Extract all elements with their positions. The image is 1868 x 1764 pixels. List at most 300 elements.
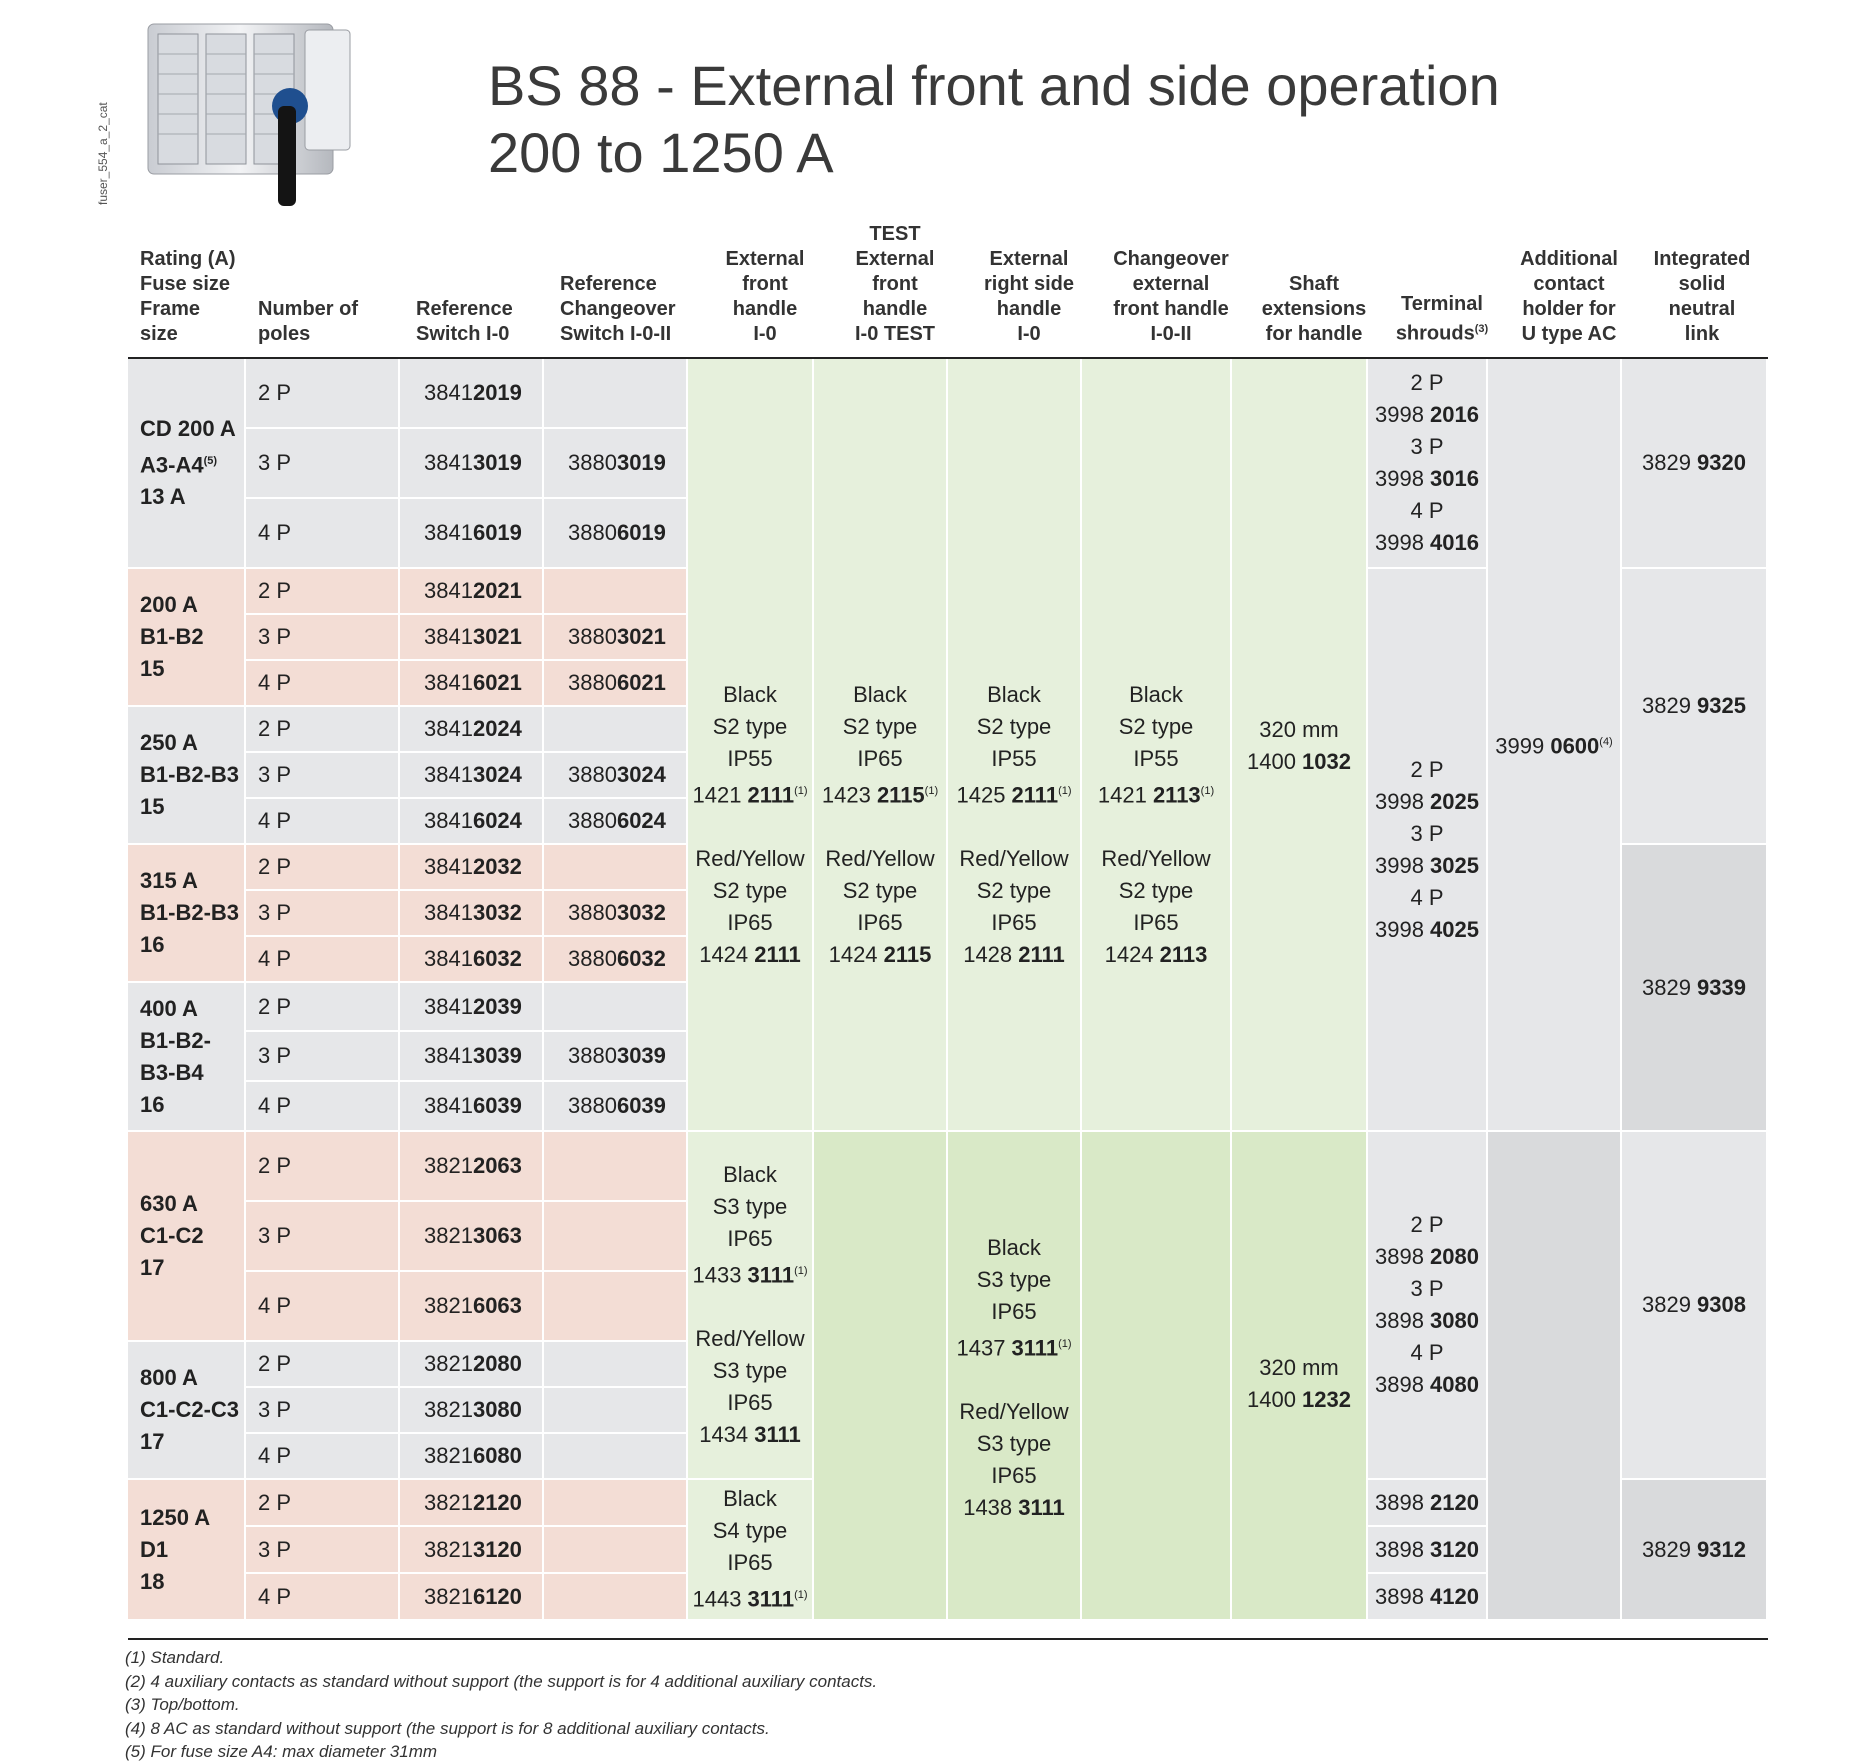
cell-text [956,1232,1071,1524]
ref-suffix: 3080 [472,1397,522,1422]
ref-suffix: 6032 [616,946,666,971]
shrouds-cell-a [1368,359,1488,569]
cell-line: S3 type [976,1267,1052,1292]
cell-line: 4 P [1410,884,1444,910]
rating-cell [128,1132,246,1342]
reference-switch-cell [400,1032,544,1082]
rating-cell [128,707,246,845]
ref-prefix: 3821 [424,1153,473,1178]
reference-switch-cell [400,707,544,753]
cell-line: 1437 3111$^{(1)}$ [956,1335,1072,1361]
cell-line: Red/Yellow [959,846,1069,872]
cell-line: S2 type [712,714,788,739]
cell-line: 3898 3120 [1374,1536,1479,1562]
ref-suffix: 3032 [616,900,666,925]
rating-cell [128,359,246,569]
header-changeover-external-front-handle: Changeover external front handle I-0-II [1113,248,1229,345]
cell-line: S2 type [842,714,918,739]
ref-suffix: 6019 [472,520,522,545]
ref-suffix: 2080 [472,1351,522,1376]
cell-line [1098,811,1214,843]
rating-cell [128,845,246,983]
rating-text: CD 200 A A3-A4$^{(5)}$ 13 A [140,415,236,510]
cell-line: S3 type [712,1193,788,1219]
handle-cell-test-empty [814,1132,948,1621]
cell-text [1375,367,1479,559]
ref-prefix: 3821 [424,1293,473,1318]
cell-line: 1400 1232 [1246,1387,1351,1412]
cell-line: S2 type [712,878,788,904]
reference-changeover-cell [544,359,688,429]
reference-changeover-cell [544,1272,688,1342]
poles-cell: 3 P [246,1032,400,1082]
neutral-link-cell-d [1622,1132,1768,1480]
cell-line: S4 type [712,1518,788,1544]
poles-cell: 3 P [246,1202,400,1272]
cell-line: Red/Yellow [825,846,935,872]
cell-line: 3829 9325 [1641,693,1746,718]
ref-prefix: 3841 [424,900,473,925]
neutral-link-cell-c [1622,845,1768,1132]
ref-suffix: 6019 [616,520,666,545]
ref-prefix: 3821 [424,1536,473,1562]
ref-suffix: 6021 [472,670,522,695]
header-reference-switch: Reference Switch I-0 [416,298,513,345]
cell-line: S2 type [1118,878,1194,904]
shrouds-cell-d3 [1368,1574,1488,1621]
title-line-1: BS 88 - External front and side operation [488,54,1500,117]
reference-switch-cell [400,569,544,615]
cell-line: 3898 4120 [1374,1583,1479,1609]
reference-switch-cell [400,937,544,983]
cell-line: IP55 [991,746,1037,771]
poles-cell: 3 P [246,615,400,661]
handle-cell-test_front [814,359,948,1132]
ref-prefix: 3880 [568,670,617,695]
reference-switch-cell [400,1388,544,1434]
cell-line: 3829 9308 [1641,1292,1746,1317]
cell-line: IP65 [727,1550,773,1576]
poles-cell: 2 P [246,707,400,753]
ref-prefix: 3880 [568,808,617,833]
ref-suffix: 6021 [616,670,666,695]
cell-text [692,679,807,971]
ref-suffix: 2120 [472,1489,522,1515]
reference-switch-cell [400,661,544,707]
cell-line: 3999 0600$^{(4)}$ [1495,733,1613,759]
reference-changeover-cell [544,429,688,499]
cell-line: IP65 [727,1390,773,1416]
cell-line: IP55 [1133,746,1179,771]
poles-cell: 3 P [246,753,400,799]
cell-line: IP65 [727,1225,773,1251]
cell-line: 3998 4016 [1374,530,1479,555]
reference-changeover-cell [544,1082,688,1132]
cell-text [1642,447,1746,479]
rating-cell [128,1342,246,1480]
rating-text: 1250 A D1 18 [140,1504,211,1594]
cell-line: 1421 2113$^{(1)}$ [1097,782,1215,808]
rating-text: 315 A B1-B2-B3 16 [140,868,240,957]
ref-suffix: 2024 [472,716,522,741]
cell-line: IP65 [857,910,903,936]
cell-text [1375,754,1479,946]
ref-prefix: 3880 [568,762,617,787]
cell-line: 4 P [1410,498,1444,523]
handle-cell-ext-front-s3 [688,1132,814,1480]
poles-cell: 2 P [246,359,400,429]
poles-cell: 2 P [246,845,400,891]
shrouds-cell-c [1368,1132,1488,1480]
cell-line: 3 P [1410,1276,1444,1301]
ref-suffix: 6032 [472,946,522,971]
reference-changeover-cell [544,1342,688,1388]
handle-cell-changeover-empty [1082,1132,1232,1621]
footnote-1: (1) Standard. [125,1648,225,1667]
cell-line: 2 P [1410,370,1444,395]
reference-changeover-cell [544,1202,688,1272]
ref-suffix: 3019 [616,450,666,475]
header-shaft-extensions: Shaft extensions for handle [1261,273,1367,345]
ref-prefix: 3880 [568,520,617,545]
cell-line [692,811,807,843]
poles-cell: 2 P [246,983,400,1032]
shrouds-cell-d2 [1368,1527,1488,1574]
ref-prefix: 3821 [424,1223,473,1248]
ref-prefix: 3880 [568,450,617,475]
cell-line: 1421 2111$^{(1)}$ [692,782,808,808]
cell-line: Red/Yellow [695,846,805,872]
cell-line: S2 type [976,878,1052,904]
ref-prefix: 3880 [568,1043,617,1068]
ref-prefix: 3841 [424,1043,473,1068]
reference-changeover-cell [544,983,688,1032]
ref-suffix: 2021 [472,578,522,603]
cell-line: 3829 9312 [1641,1536,1746,1562]
cell-text [1375,1534,1479,1566]
cell-line: Red/Yellow [695,1326,805,1352]
cell-text [956,679,1071,971]
rating-text: 400 A B1-B2- B3-B4 16 [140,995,211,1117]
poles-cell: 2 P [246,1480,400,1527]
cell-line: Red/Yellow [1101,846,1211,872]
ref-suffix: 3120 [472,1536,522,1562]
cell-line: 3998 2025 [1374,788,1479,814]
table-bottom-rule [128,1638,1768,1640]
cell-line: S2 type [1118,714,1194,739]
neutral-link-cell-e [1622,1480,1768,1621]
reference-switch-cell [400,1574,544,1621]
neutral-link-cell-b [1622,569,1768,845]
rating-text: 630 A C1-C2 17 [140,1191,204,1280]
cell-line: 3998 3016 [1374,466,1479,491]
reference-switch-cell [400,1272,544,1342]
cell-text [1247,714,1351,778]
cell-line: 3 P [1410,434,1444,459]
cell-line: Red/Yellow [959,1399,1069,1425]
header-rating: Rating (A) Fuse size Frame size [140,248,236,345]
ref-suffix: 3032 [472,900,522,925]
ref-prefix: 3880 [568,1093,617,1118]
cell-line: IP65 [857,746,903,771]
ref-suffix: 6024 [472,808,522,833]
cell-line: 1424 2113 [1104,942,1208,968]
reference-switch-cell [400,1434,544,1480]
rating-text: 250 A B1-B2-B3 15 [140,730,240,819]
ref-suffix: 3024 [616,762,666,787]
shrouds-cell-b [1368,569,1488,1132]
ref-suffix: 6039 [616,1093,666,1118]
handle-cell-ext-right-s3 [948,1132,1082,1621]
cell-line: 3 P [1410,820,1444,846]
shrouds-cell-d1 [1368,1480,1488,1527]
handle-cell-changeover [1082,359,1232,1132]
poles-cell: 4 P [246,799,400,845]
poles-cell: 4 P [246,1434,400,1480]
cell-line: S3 type [976,1431,1052,1457]
reference-changeover-cell [544,615,688,661]
cell-text [1375,1209,1479,1401]
reference-switch-cell [400,429,544,499]
poles-cell: 2 P [246,1132,400,1202]
handle-cell-ext_right [948,359,1082,1132]
cell-line: IP65 [991,910,1037,936]
poles-cell: 2 P [246,569,400,615]
reference-changeover-cell [544,1132,688,1202]
cell-text [1375,1581,1479,1613]
ref-suffix: 3021 [472,624,522,649]
reference-changeover-cell [544,937,688,983]
reference-switch-cell [400,845,544,891]
cell-line: 2 P [1410,1212,1444,1237]
cell-line: 1400 1032 [1246,749,1351,774]
ref-prefix: 3841 [424,670,473,695]
ref-suffix: 3019 [472,450,522,475]
ref-prefix: 3880 [568,946,617,971]
cell-line: IP65 [1133,910,1179,936]
cell-line: 1423 2115$^{(1)}$ [821,782,939,808]
poles-cell: 4 P [246,1082,400,1132]
ref-suffix: 2032 [472,854,522,879]
cell-line: 1434 3111 [699,1422,801,1448]
cell-line: S2 type [976,714,1052,739]
footnote-2: (2) 4 auxiliary contacts as standard without support (the support is for 4 additional auxiliary contacts. [125,1671,878,1691]
ref-prefix: 3841 [424,380,473,405]
ref-prefix: 3821 [424,1489,473,1515]
cell-line: 3898 2120 [1374,1489,1479,1515]
ref-prefix: 3821 [424,1351,473,1376]
cell-line: 3898 2080 [1374,1244,1479,1269]
poles-cell: 4 P [246,1272,400,1342]
reference-switch-cell [400,1082,544,1132]
cell-line: 3829 9339 [1641,974,1746,1000]
reference-switch-cell [400,1342,544,1388]
cell-line: 1424 2111 [699,942,801,968]
cell-line: 1425 2111$^{(1)}$ [956,782,1072,808]
ref-prefix: 3841 [424,578,473,603]
poles-cell: 4 P [246,1574,400,1621]
cell-text [1247,1352,1351,1416]
cell-line: 3898 4080 [1374,1372,1479,1397]
cell-text [1642,1534,1746,1566]
catalog-code: fuser_554_a_2_cat [96,102,110,205]
cell-text [1098,679,1214,971]
reference-changeover-cell [544,661,688,707]
cell-line: 1433 3111$^{(1)}$ [692,1262,808,1288]
reference-changeover-cell [544,1434,688,1480]
header-test-external-front-handle: TEST External front handle I-0 TEST [854,223,935,345]
reference-changeover-cell [544,891,688,937]
reference-changeover-cell [544,1480,688,1527]
ref-prefix: 3880 [568,624,617,649]
footnote-5: (5) For fuse size A4: max diameter 31mm [125,1742,438,1761]
poles-cell: 3 P [246,1527,400,1574]
cell-line: IP65 [727,910,773,936]
reference-switch-cell [400,499,544,569]
reference-switch-cell [400,359,544,429]
reference-switch-cell [400,1480,544,1527]
poles-cell: 2 P [246,1342,400,1388]
neutral-link-cell-a [1622,359,1768,569]
fuse-switch-product-image [140,10,370,225]
cell-text [1642,690,1746,722]
cell-line: 320 mm [1259,1355,1339,1380]
cell-line: IP65 [991,1463,1037,1489]
cell-line: 1428 2111 [963,942,1065,968]
cell-line: 2 P [1410,756,1444,782]
reference-switch-cell [400,1527,544,1574]
poles-cell: 3 P [246,429,400,499]
footnotes [125,1646,877,1764]
ref-suffix: 6063 [472,1293,522,1318]
reference-changeover-cell [544,753,688,799]
reference-changeover-cell [544,799,688,845]
cell-text [1495,726,1612,762]
cell-line: Black [853,682,907,707]
reference-changeover-cell [544,499,688,569]
title-line-2: 200 to 1250 A [488,121,834,184]
ref-suffix: 2019 [472,380,522,405]
cell-line: 3998 3025 [1374,852,1479,878]
ref-prefix: 3841 [424,624,473,649]
ref-suffix: 6024 [616,808,666,833]
reference-switch-cell [400,799,544,845]
cell-line: IP55 [727,746,773,771]
ref-prefix: 3841 [424,854,473,879]
ref-suffix: 6120 [472,1583,522,1609]
ref-prefix: 3841 [424,450,473,475]
ref-suffix: 2063 [472,1153,522,1178]
ref-prefix: 3880 [568,900,617,925]
ref-suffix: 6080 [472,1443,522,1468]
cell-line: Black [723,682,777,707]
cell-text [1375,1487,1479,1519]
reference-changeover-cell [544,707,688,753]
cell-text [692,1159,807,1451]
cell-line: 4 P [1410,1340,1444,1365]
cell-line: S2 type [842,878,918,904]
reference-changeover-cell [544,569,688,615]
ref-suffix: 3039 [616,1043,666,1068]
reference-switch-cell [400,753,544,799]
ref-suffix: 3039 [472,1043,522,1068]
header-integrated-neutral-link: Integrated solid neutral link [1653,248,1751,345]
ref-suffix: 6039 [472,1093,522,1118]
reference-switch-cell [400,615,544,661]
cell-text [822,679,938,971]
cell-text [692,1483,807,1615]
shaft-cell-bottom [1232,1132,1368,1621]
reference-switch-cell [400,1202,544,1272]
ref-prefix: 3841 [424,946,473,971]
cell-line: 3898 3080 [1374,1308,1479,1333]
reference-changeover-cell [544,1574,688,1621]
cell-line: 3998 4025 [1374,916,1479,942]
contact-holder-cell [1488,359,1622,1132]
ref-prefix: 3821 [424,1397,473,1422]
product-table [128,225,1768,1640]
cell-text [1642,1289,1746,1321]
ref-prefix: 3821 [424,1443,473,1468]
cell-line: S3 type [712,1358,788,1384]
poles-cell: 4 P [246,661,400,707]
cell-text [1642,972,1746,1004]
reference-changeover-cell [544,1388,688,1434]
handle-cell-ext_front [688,359,814,1132]
rating-text: 200 A B1-B2 15 [140,592,204,681]
reference-changeover-cell [544,1527,688,1574]
reference-switch-cell [400,983,544,1032]
poles-cell: 3 P [246,1388,400,1434]
cell-line: 320 mm [1259,717,1339,742]
footnote-4: (4) 8 AC as standard without support (the support is for 8 additional auxiliary contacts. [125,1718,770,1738]
header-additional-contact-holder: Additional contact holder for U type AC [1520,248,1618,345]
header-external-front-handle: External front handle I-0 [725,248,805,345]
poles-cell: 4 P [246,499,400,569]
ref-prefix: 3841 [424,762,473,787]
cell-line: Black [1129,682,1183,707]
handle-cell-ext-front-s4 [688,1480,814,1621]
cell-line: 3829 9320 [1641,450,1746,475]
cell-line: 1438 3111 [963,1495,1065,1521]
reference-switch-cell [400,891,544,937]
ref-prefix: 3841 [424,716,473,741]
cell-line: 1443 3111$^{(1)}$ [692,1586,808,1612]
page-title [488,52,1500,186]
header-external-right-side-handle: External right side handle I-0 [983,248,1074,345]
cell-line: Black [723,1486,777,1512]
ref-prefix: 3841 [424,1093,473,1118]
cell-line: IP65 [991,1299,1037,1324]
rating-cell [128,1480,246,1621]
cell-line: 1424 2115 [828,942,932,968]
ref-prefix: 3841 [424,993,473,1019]
contact-holder-empty [1488,1132,1622,1621]
ref-suffix: 3021 [616,624,666,649]
header-terminal-shrouds: Terminal shrouds$^{(3)}$ [1395,293,1489,345]
ref-prefix: 3821 [424,1583,473,1609]
footnote-3: (3) Top/bottom. [125,1695,240,1714]
shaft-cell-top [1232,359,1368,1132]
rating-text: 800 A C1-C2-C3 17 [140,1365,240,1454]
ref-suffix: 2039 [472,993,522,1019]
cell-line [956,811,1071,843]
cell-line: Black [987,682,1041,707]
reference-changeover-cell [544,1032,688,1082]
cell-line [822,811,938,843]
rating-cell [128,983,246,1132]
cell-line: 3998 2016 [1374,402,1479,427]
